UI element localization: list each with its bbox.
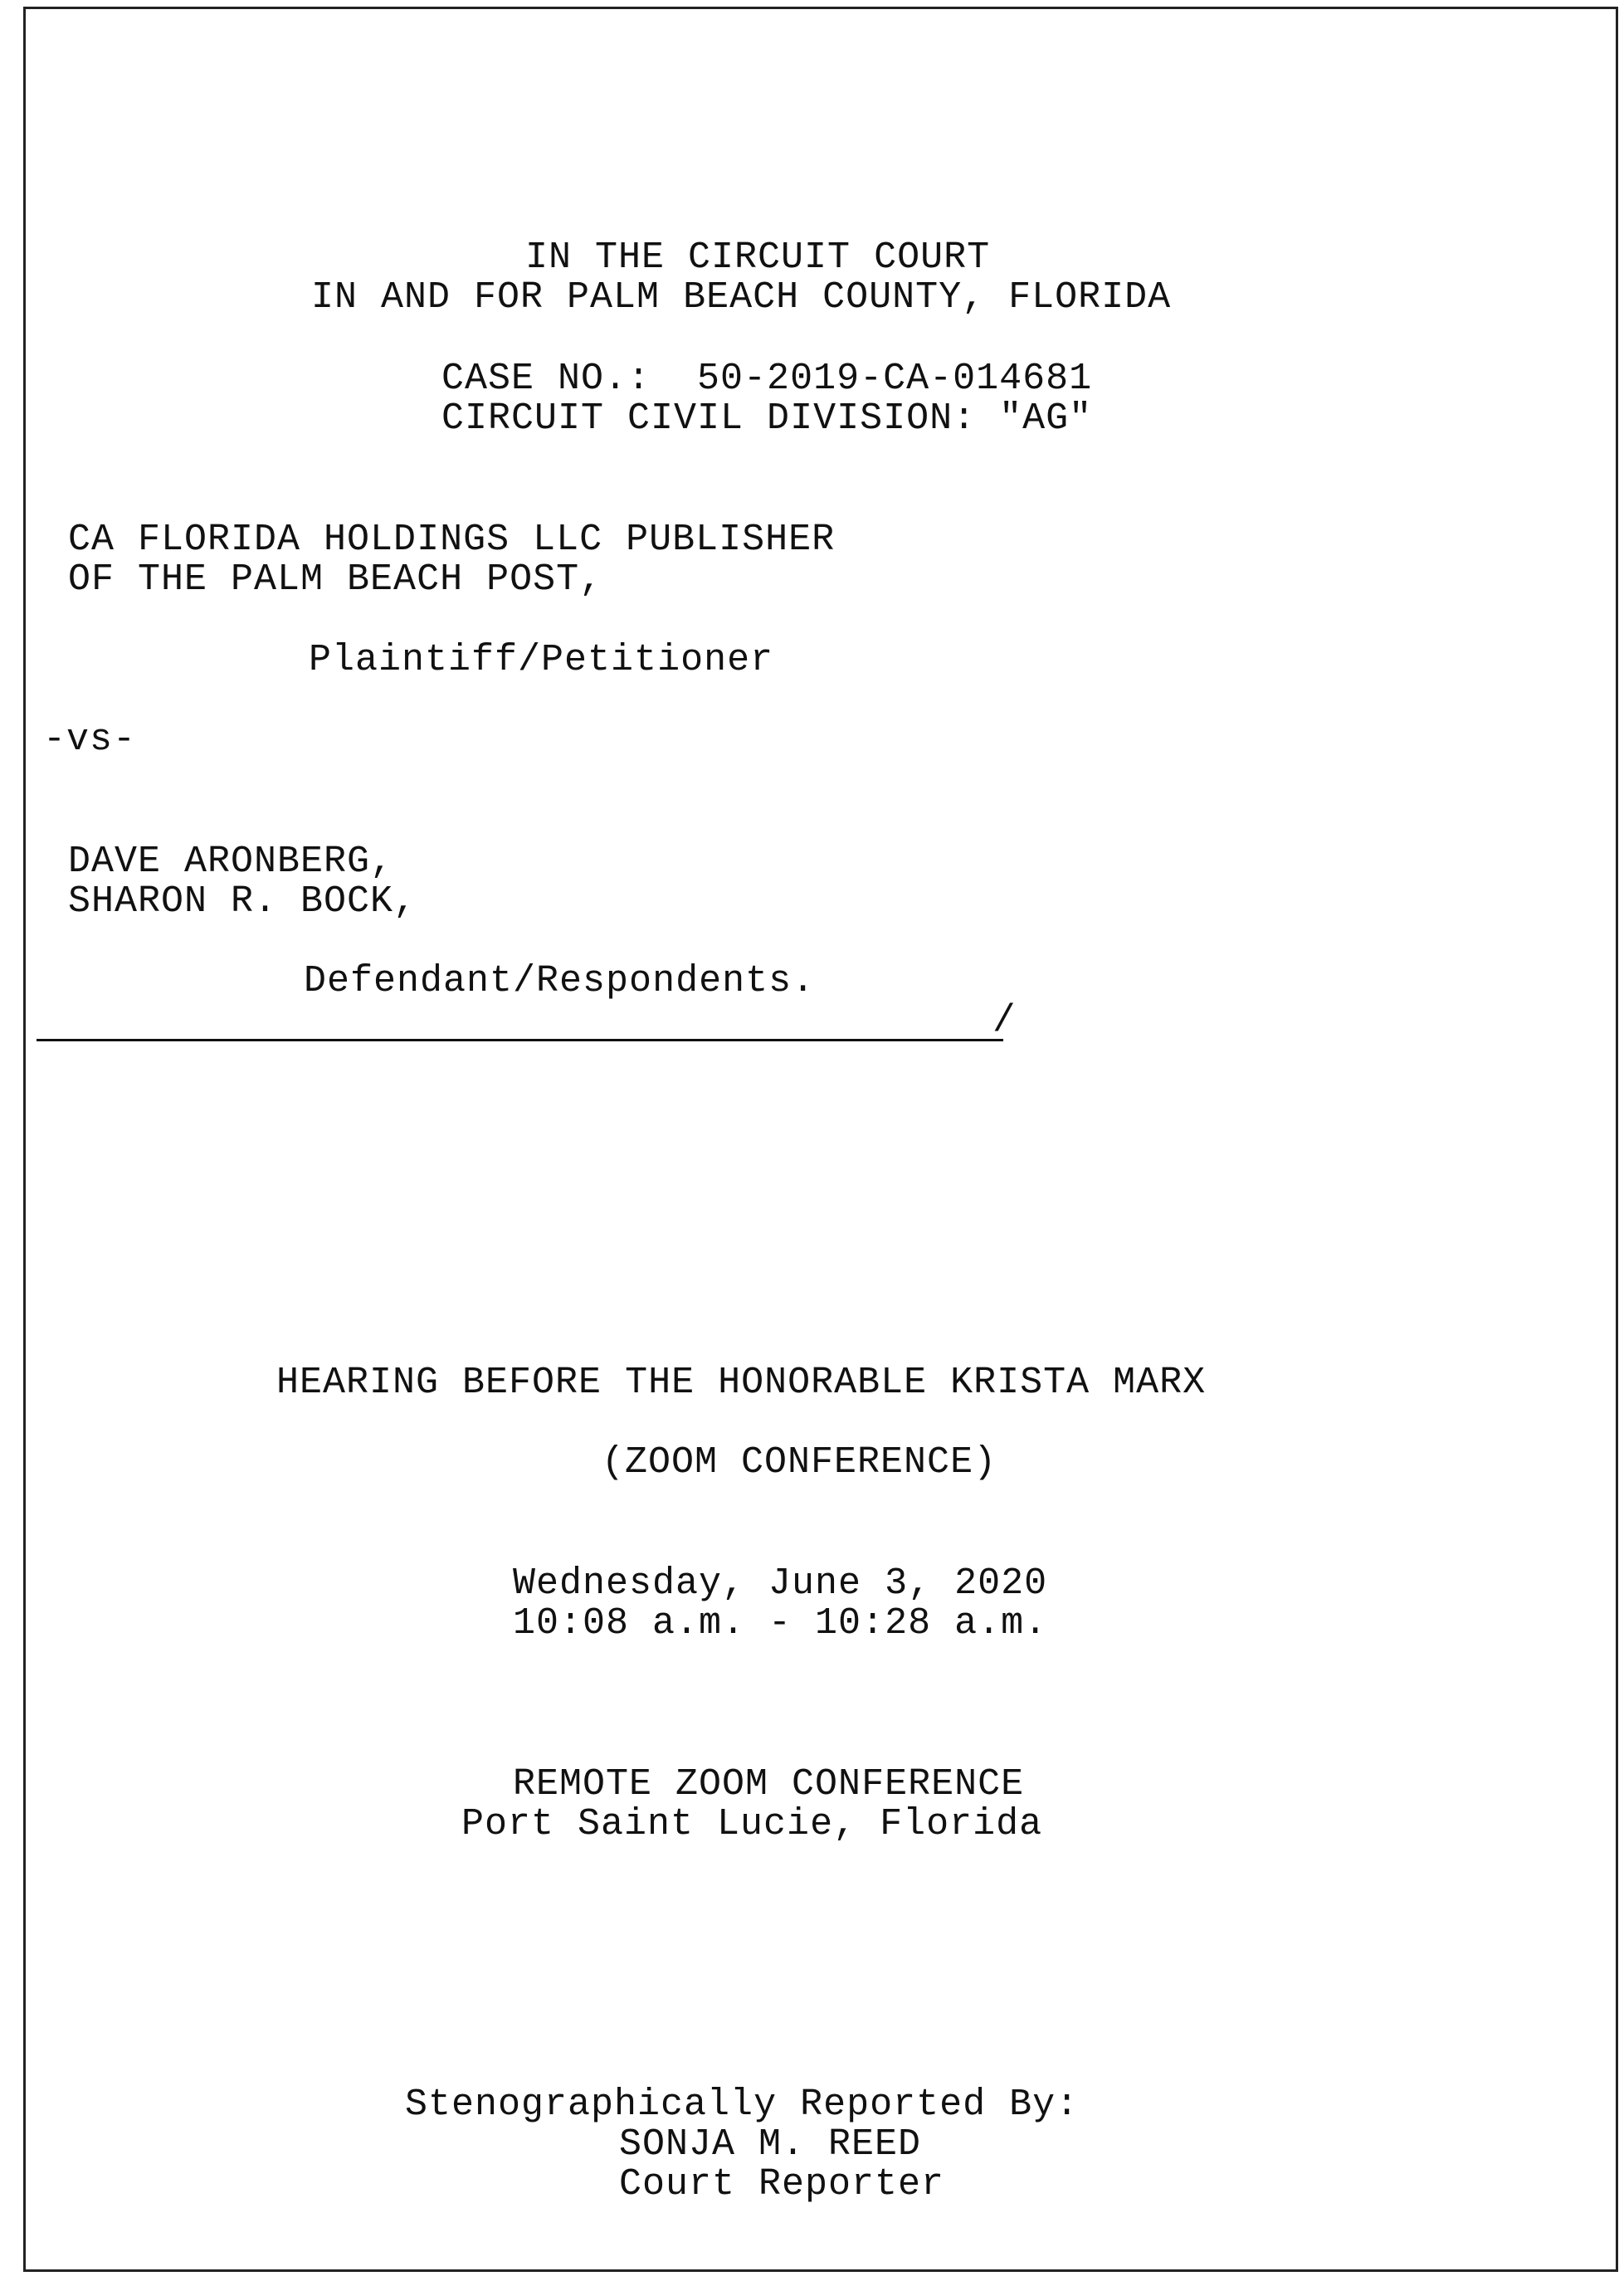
plaintiff-name-line2: OF THE PALM BEACH POST, xyxy=(68,558,603,601)
defendant-name-line2: SHARON R. BOCK, xyxy=(68,880,417,923)
plaintiff-role: Plaintiff/Petitioner xyxy=(309,639,774,681)
hearing-format: (ZOOM CONFERENCE) xyxy=(602,1441,997,1484)
plaintiff-name-line1: CA FLORIDA HOLDINGS LLC PUBLISHER xyxy=(68,519,836,561)
court-name: IN THE CIRCUIT COURT xyxy=(525,236,991,279)
location-line2: Port Saint Lucie, Florida xyxy=(461,1803,1043,1845)
reporter-label: Stenographically Reported By: xyxy=(405,2084,1080,2126)
reporter-title: Court Reporter xyxy=(619,2163,945,2205)
hearing-time: 10:08 a.m. - 10:28 a.m. xyxy=(513,1602,1048,1645)
case-number: CASE NO.: 50-2019-CA-014681 xyxy=(441,358,1093,400)
defendant-role: Defendant/Respondents. xyxy=(304,960,816,1002)
defendant-name-line1: DAVE ARONBERG, xyxy=(68,841,394,883)
versus: -vs- xyxy=(43,719,137,761)
page-border xyxy=(23,7,1618,2272)
hearing-date: Wednesday, June 3, 2020 xyxy=(513,1562,1048,1605)
hearing-title: HEARING BEFORE THE HONORABLE KRISTA MARX xyxy=(276,1362,1207,1404)
caption-slash: / xyxy=(992,999,1016,1042)
court-county: IN AND FOR PALM BEACH COUNTY, FLORIDA xyxy=(311,276,1172,319)
caption-rule xyxy=(37,1039,1003,1041)
location-line1: REMOTE ZOOM CONFERENCE xyxy=(513,1763,1025,1806)
reporter-name: SONJA M. REED xyxy=(619,2123,922,2166)
case-division: CIRCUIT CIVIL DIVISION: "AG" xyxy=(441,397,1093,440)
